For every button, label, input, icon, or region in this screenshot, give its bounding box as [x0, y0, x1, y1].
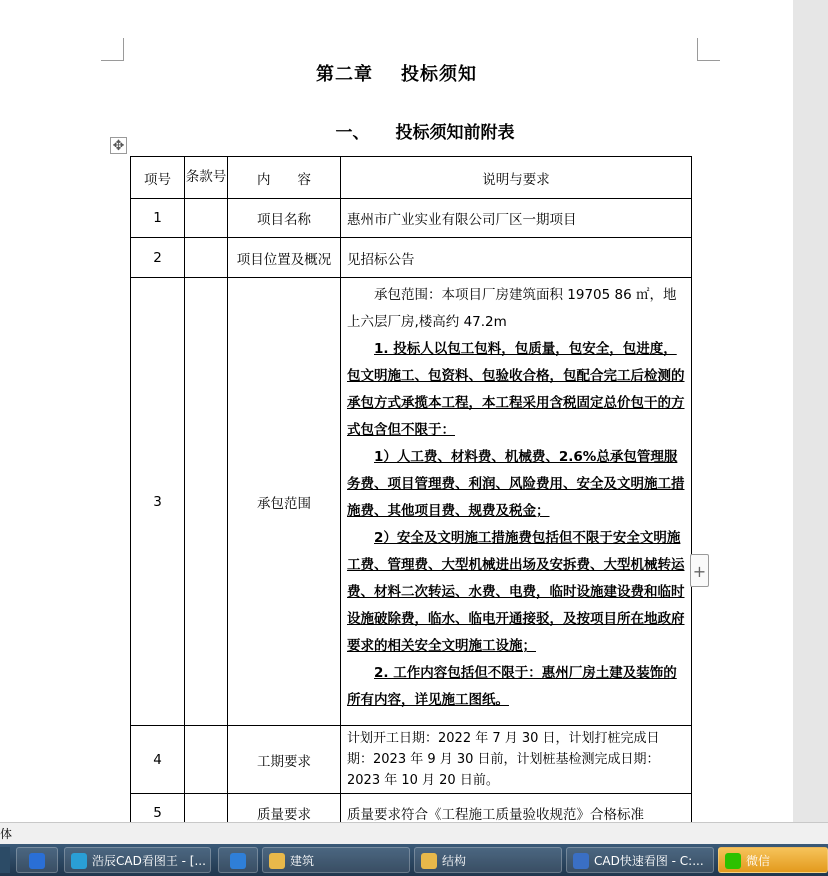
header-clause: 条款号 [185, 157, 228, 199]
header-no: 项号 [131, 157, 185, 199]
row-content: 工期要求 [228, 726, 341, 794]
row-desc: 惠州市广业实业有限公司厂区一期项目 [341, 199, 692, 238]
taskbar-item-label: 浩辰CAD看图王 - [... [92, 854, 206, 868]
scope-paragraph: 1. 投标人以包工包料，包质量，包安全，包进度，包文明施工、包资料、包验收合格，包配合完工后检测的承包方式承揽本工程，本工程采用含税固定总价包干的方式包含但不限于： [347, 341, 685, 438]
row-clause [185, 726, 228, 794]
requirements-table [130, 156, 692, 822]
row-content: 项目位置及概况 [228, 238, 341, 278]
row-clause [185, 199, 228, 238]
row-no: 2 [131, 238, 185, 278]
header-desc: 说明与要求 [341, 157, 692, 199]
crop-mark-top-right [697, 38, 720, 61]
status-text: 体 [0, 827, 13, 841]
document-scroll-gutter[interactable] [793, 0, 828, 822]
taskbar-item-wechat[interactable] [718, 847, 828, 873]
taskbar-start-button[interactable] [0, 847, 10, 873]
scope-paragraph: 承包范围：本项目厂房建筑面积 19705 86 ㎡，地上六层厂房,楼高约 47.2m [347, 287, 677, 330]
taskbar-browser-button[interactable] [16, 847, 58, 873]
taskbar-item-folder-structure[interactable] [414, 847, 562, 873]
row-clause [185, 794, 228, 823]
scope-paragraph: 2. 工作内容包括但不限于：惠州厂房土建及装饰的所有内容，详见施工图纸。 [347, 665, 677, 708]
table-row [131, 199, 692, 238]
section-title: 一、 投标须知前附表 [335, 123, 515, 143]
add-row-button[interactable]: + [690, 554, 709, 587]
chapter-title: 第二章 投标须知 [316, 64, 477, 85]
row-clause [185, 238, 228, 278]
header-content: 内 容 [228, 157, 341, 199]
row-content: 承包范围 [228, 278, 341, 726]
folder-icon [269, 853, 285, 869]
taskbar-item-label: 建筑 [290, 854, 315, 868]
table-row [131, 726, 692, 794]
row-no: 3 [131, 278, 185, 726]
folder-icon [421, 853, 437, 869]
row-desc: 见招标公告 [341, 238, 692, 278]
browser-icon [29, 853, 45, 869]
cad-quick-view-icon [573, 853, 589, 869]
scope-description [341, 278, 692, 726]
row-no: 1 [131, 199, 185, 238]
taskbar-item-label: 结构 [442, 854, 467, 868]
table-header-row [131, 157, 692, 199]
row-clause [185, 278, 228, 726]
taskbar-item-cad-viewer[interactable] [64, 847, 211, 873]
row-no: 4 [131, 726, 185, 794]
taskbar-item-cad-quick-view[interactable] [566, 847, 714, 873]
wechat-icon [725, 853, 741, 869]
row-content: 项目名称 [228, 199, 341, 238]
cad-viewer-icon [71, 853, 87, 869]
typora-icon [230, 853, 246, 869]
table-move-handle-icon[interactable]: ✥ [110, 137, 127, 154]
row-no: 5 [131, 794, 185, 823]
status-bar [0, 822, 828, 845]
taskbar-item-folder-architecture[interactable] [262, 847, 410, 873]
taskbar [0, 844, 828, 876]
table-row [131, 278, 692, 726]
taskbar-item-label: CAD快速看图 - C:... [594, 854, 704, 868]
taskbar-item-typora[interactable] [218, 847, 258, 873]
row-desc: 质量要求符合《工程施工质量验收规范》合格标准 [341, 794, 692, 823]
taskbar-item-label: 微信 [746, 854, 771, 868]
table-row [131, 794, 692, 823]
row-content: 质量要求 [228, 794, 341, 823]
table-row [131, 238, 692, 278]
row-desc: 计划开工日期：2022 年 7 月 30 日，计划打桩完成日期：2023 年 9 月 30 日前，计划桩基检测完成日期：2023 年 10 月 20 日前。 [341, 726, 692, 794]
scope-paragraph: 2）安全及文明施工措施费包括但不限于安全文明施工费、管理费、大型机械进出场及安拆费、大型机械转运费、材料二次转运、水费、电费，临时设施建设费和临时设施破除费，临水、临电开通接驳，及按项目所在地政府要求的相关安全文明施工设施； [347, 530, 685, 654]
crop-mark-top-left [101, 38, 124, 61]
scope-paragraph: 1）人工费、材料费、机械费、2.6%总承包管理服务费、项目管理费、利润、风险费用、安全及文明施工措施费、其他项目费、规费及税金； [347, 449, 685, 519]
